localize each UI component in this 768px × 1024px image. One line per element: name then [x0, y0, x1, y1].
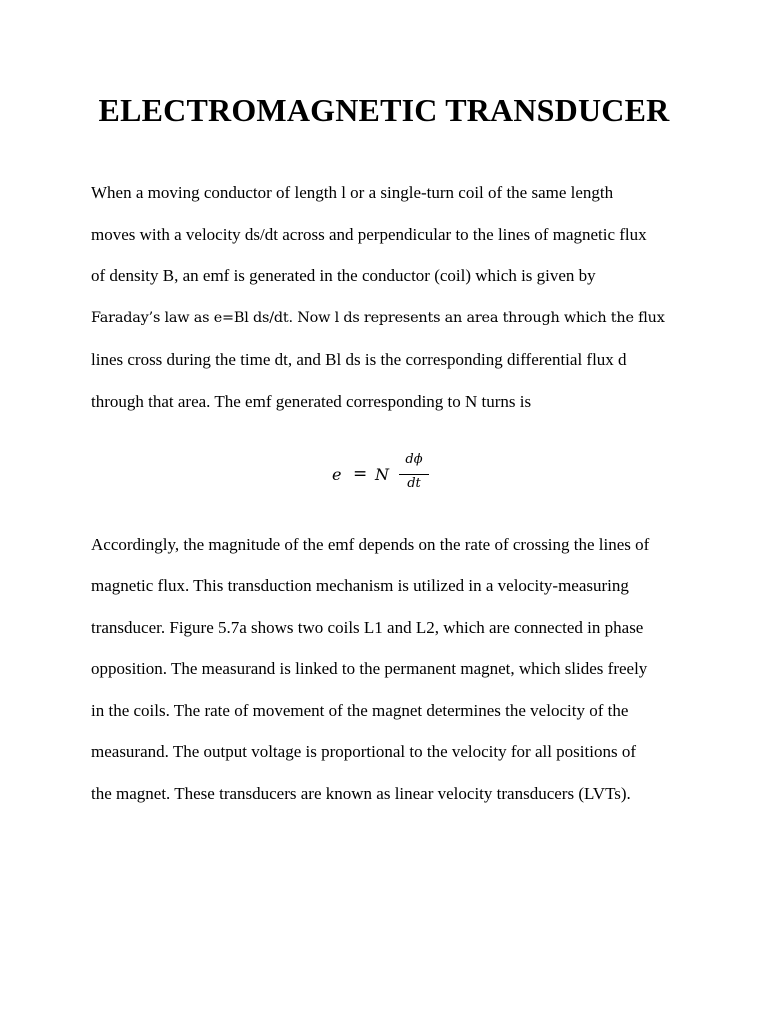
- paragraph-2-line-7: the magnet. These transducers are known as linear velocity transducers (LVTs).: [91, 784, 631, 803]
- paragraph-1-line-4: Faraday’s law as e=Bl ds/dt. Now l ds represents an area through which the flux: [91, 310, 665, 326]
- paragraph-2-line-4: opposition. The measurand is linked to the permanent magnet, which slides freely: [91, 659, 648, 678]
- paragraph-2-line-1: Accordingly, the magnitude of the emf depends on the rate of crossing the lines of: [91, 535, 650, 554]
- formula-numerator: dϕ: [405, 452, 423, 467]
- paragraph-1-line-3: of density B, an emf is generated in the conductor (coil) which is given by: [91, 266, 596, 285]
- paragraph-1-line-5: lines cross during the time dt, and Bl ds is the corresponding differential flux d: [91, 350, 627, 369]
- paragraph-2-line-2: magnetic flux. This transduction mechanism is utilized in a velocity-measuring: [91, 576, 629, 595]
- paragraph-2-line-5: in the coils. The rate of movement of the magnet determines the velocity of the: [91, 701, 629, 720]
- formula-lhs: e: [332, 465, 342, 484]
- formula-denominator: dt: [407, 476, 421, 491]
- paragraph-1-line-6: through that area. The emf generated corresponding to N turns is: [91, 392, 532, 411]
- paragraph-2-line-6: measurand. The output voltage is proportional to the velocity for all positions of: [91, 742, 636, 761]
- emf-formula: [330, 452, 440, 502]
- formula-fraction-bar: [399, 474, 429, 475]
- formula-equals: =: [353, 464, 368, 484]
- paragraph-1-line-1: When a moving conductor of length l or a single-turn coil of the same length: [91, 183, 614, 202]
- formula-fraction: [398, 452, 430, 498]
- formula-coefficient: N: [375, 465, 389, 484]
- page-title: ELECTROMAGNETIC TRANSDUCER: [98, 92, 670, 128]
- paragraph-2-line-3: transducer. Figure 5.7a shows two coils L1 and L2, which are connected in phase: [91, 618, 644, 637]
- paragraph-1-line-2: moves with a velocity ds/dt across and perpendicular to the lines of magnetic flux: [91, 225, 647, 244]
